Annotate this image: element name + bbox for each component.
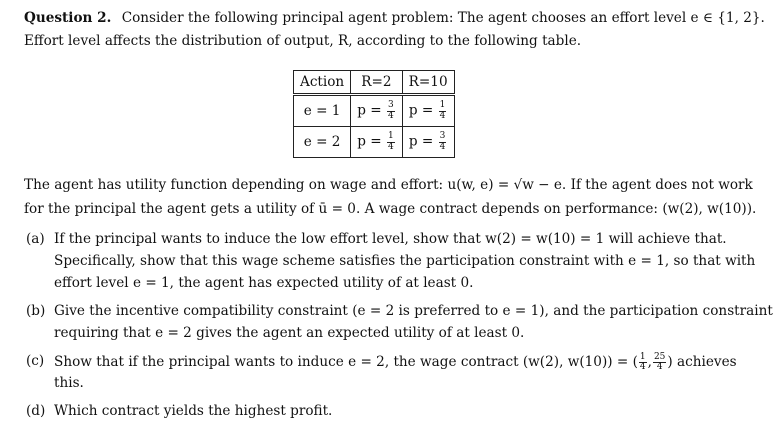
fraction — [387, 101, 395, 121]
table-cell — [351, 95, 402, 127]
item-text-line: this. — [54, 375, 84, 391]
question-header — [24, 12, 765, 26]
paragraph-line-1: The agent has utility function depending on wage and effort: u(w, e) = √w − e. If the agent does not work — [24, 177, 753, 193]
paragraph-line-2: for the principal the agent gets a utility of ū = 0. A wage contract depends on performance: (w(2), w(10)). — [24, 201, 757, 217]
intro-line-2: Effort level affects the distribution of output, R, according to the following table. — [24, 33, 582, 49]
table-header-row — [294, 71, 455, 95]
item-text-line: Specifically, show that this wage scheme satisfies the participation constraint with e = 1, so that with — [54, 253, 756, 269]
frac-num: 3 — [439, 131, 446, 142]
item-text-segment: ) achieves — [667, 354, 737, 370]
probability-table — [293, 70, 455, 158]
item-text-line: Give the incentive compatibility constraint (e = 2 is preferred to e = 1), and the participation constraint — [54, 303, 773, 319]
table-header-cell: Action — [294, 71, 351, 95]
fraction — [439, 101, 447, 121]
fraction — [653, 353, 666, 373]
prob-prefix: p = — [357, 102, 382, 119]
item-text-line: Which contract yields the highest profit. — [54, 403, 333, 419]
table-row — [294, 127, 455, 158]
frac-num: 1 — [639, 351, 646, 362]
table-header-cell: R=2 — [351, 71, 402, 95]
frac-den: 4 — [656, 362, 663, 372]
frac-den: 4 — [439, 141, 446, 152]
item-text-segment: , — [647, 354, 652, 370]
item-text-line — [54, 351, 737, 373]
frac-den: 4 — [439, 110, 446, 121]
table-cell-action: e = 1 — [294, 95, 351, 127]
table-cell — [351, 127, 402, 158]
prob-prefix: p = — [357, 133, 382, 150]
item-label: (d) — [26, 403, 46, 419]
table-row — [294, 95, 455, 127]
frac-den: 4 — [387, 141, 394, 152]
table-header-cell: R=10 — [402, 71, 454, 95]
frac-num: 1 — [439, 100, 446, 111]
frac-num: 25 — [653, 351, 666, 362]
table-cell-action: e = 2 — [294, 127, 351, 158]
frac-num: 1 — [387, 131, 394, 142]
frac-den: 4 — [387, 110, 394, 121]
item-text-line: effort level e = 1, the agent has expected utility of at least 0. — [54, 275, 474, 291]
item-label: (b) — [26, 303, 46, 319]
item-text-segment: Show that if the principal wants to induce e = 2, the wage contract (w(2), w(10)) = ( — [54, 354, 638, 370]
fraction — [639, 353, 647, 373]
frac-num: 3 — [387, 100, 394, 111]
item-text-line: If the principal wants to induce the low effort level, show that w(2) = w(10) = 1 will achieve that. — [54, 231, 727, 247]
prob-prefix: p = — [408, 102, 434, 119]
item-label: (c) — [26, 353, 45, 369]
fraction — [439, 132, 447, 152]
question-label: Question 2. — [24, 10, 112, 26]
prob-prefix: p = — [408, 133, 434, 150]
intro-line-1: Consider the following principal agent problem: The agent chooses an effort level e ∈ {1, 2}. — [121, 10, 765, 26]
frac-den: 4 — [639, 362, 646, 372]
table-cell — [402, 127, 454, 158]
fraction — [387, 132, 395, 152]
item-text-line: requiring that e = 2 gives the agent an expected utility of at least 0. — [54, 325, 525, 341]
table-cell — [402, 95, 454, 127]
item-label: (a) — [26, 231, 45, 247]
